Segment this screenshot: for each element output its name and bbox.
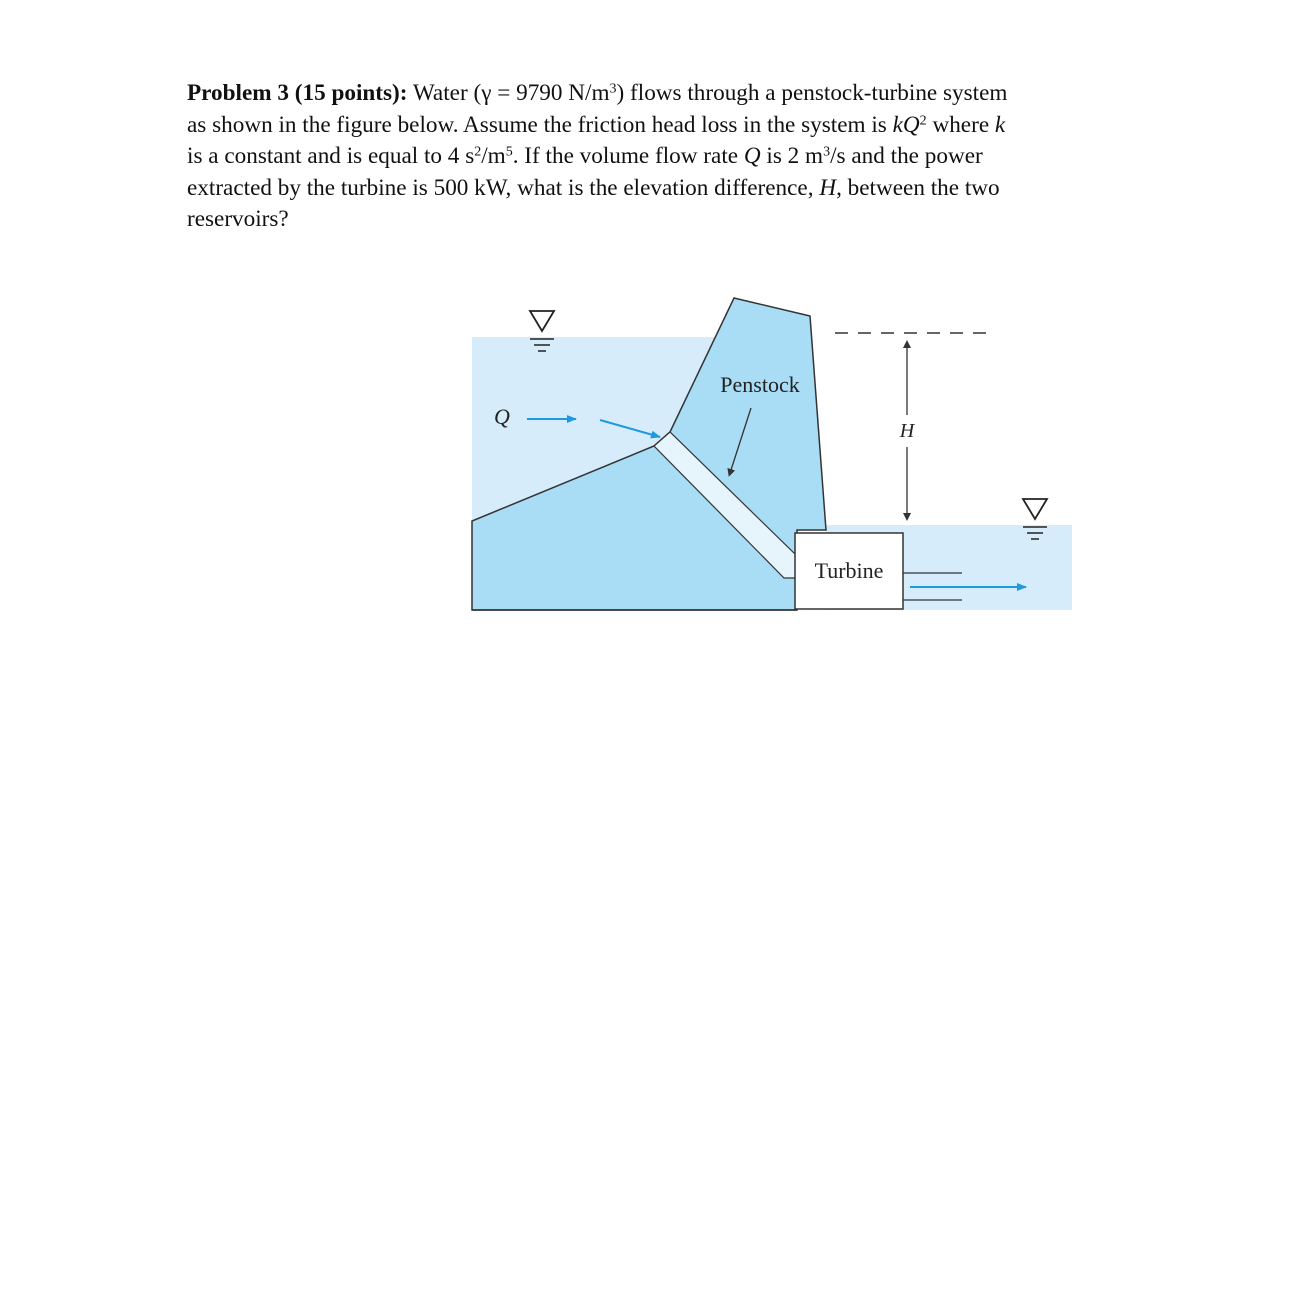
text-fragment: reservoirs?	[187, 206, 289, 233]
text-fragment: Water (	[412, 80, 482, 106]
flow-label: Q	[494, 404, 510, 429]
text-fragment: /m	[481, 143, 506, 170]
text-fragment: = 9790 N/m	[491, 80, 610, 106]
k-variable: k	[994, 111, 1006, 138]
superscript: 2	[919, 112, 927, 128]
text-fragment: is a constant and is equal to 4 s	[187, 143, 475, 170]
text-fragment: . If the volume flow rate	[512, 143, 744, 170]
superscript: 5	[505, 144, 513, 160]
text-fragment: where	[926, 111, 995, 138]
text-fragment: ) flows through a penstock-turbine system	[616, 80, 1008, 106]
penstock-label: Penstock	[720, 372, 800, 397]
text-fragment: extracted by the turbine is 500 kW, what is the elevation difference,	[187, 174, 820, 201]
gamma-symbol: γ	[481, 80, 492, 106]
text-fragment: , between the two	[836, 174, 1000, 201]
q-variable: Q	[743, 143, 761, 170]
superscript: 3	[609, 81, 617, 97]
text-fragment: /s and the power	[830, 143, 983, 170]
superscript: 3	[823, 144, 831, 160]
kq-term: kQ	[892, 111, 920, 138]
text-fragment: as shown in the figure below. Assume the friction head loss in the system is	[187, 111, 893, 138]
problem-heading: Problem 3 (15 points):	[187, 80, 408, 106]
h-variable: H	[819, 174, 837, 201]
text-fragment: is 2 m	[760, 143, 824, 170]
superscript: 2	[474, 144, 482, 160]
turbine-label: Turbine	[814, 558, 884, 583]
head-label: H	[899, 420, 915, 442]
